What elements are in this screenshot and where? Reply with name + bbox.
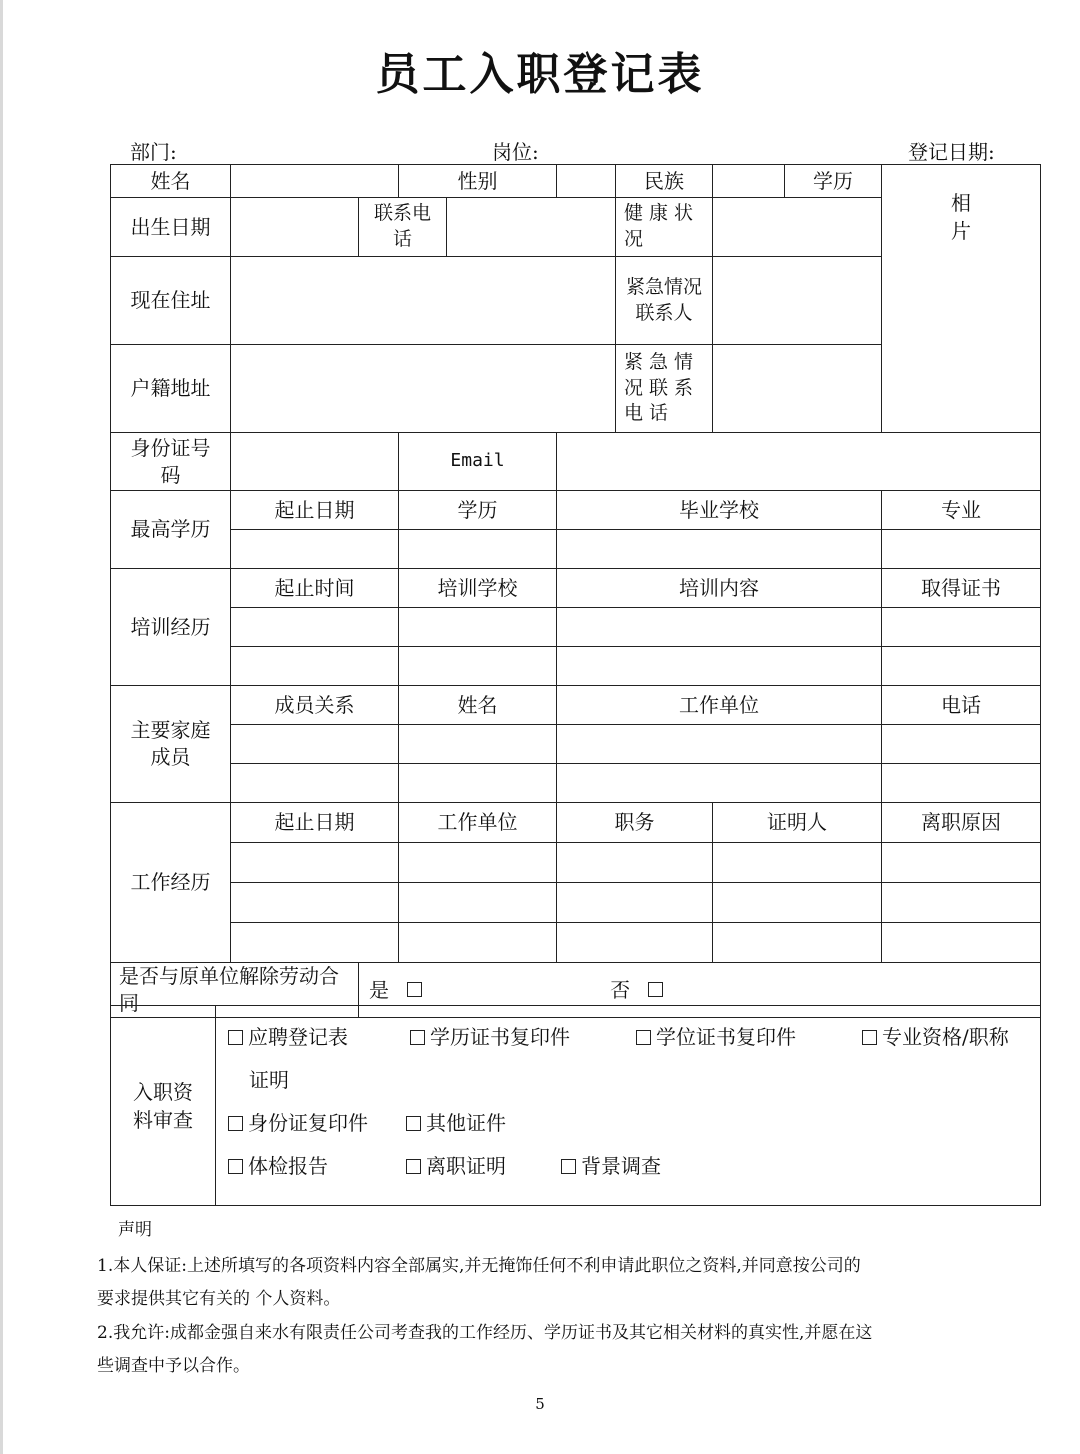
household-address-label: 户籍地址 (111, 345, 231, 433)
resignation-proof-checkbox[interactable] (406, 1159, 421, 1174)
photo-area[interactable] (882, 165, 1041, 433)
work-header-title: 职务 (557, 803, 713, 843)
position-label: 岗位: (492, 140, 539, 164)
health-field[interactable] (713, 198, 882, 257)
address-field[interactable] (231, 257, 616, 345)
id-number-label: 身份证号码 (111, 433, 231, 491)
edu-major-field[interactable] (882, 530, 1041, 569)
work-employer-field[interactable] (399, 883, 557, 923)
background-check-label: 背景调查 (581, 1154, 661, 1178)
family-phone-field[interactable] (882, 764, 1041, 803)
work-dates-field[interactable] (231, 883, 399, 923)
diploma-copy-checkbox[interactable] (410, 1030, 425, 1045)
work-header-dates: 起止日期 (231, 803, 399, 843)
education-section-label: 最高学历 (111, 491, 231, 569)
page-title: 员工入职登记表 (375, 49, 705, 100)
degree-copy-checkbox[interactable] (636, 1030, 651, 1045)
medical-report-label: 体检报告 (248, 1154, 328, 1178)
name-label: 姓名 (111, 165, 231, 198)
work-employer-field[interactable] (399, 923, 557, 963)
family-header-phone: 电话 (882, 686, 1041, 725)
training-content-field[interactable] (557, 608, 882, 647)
ethnicity-field[interactable] (713, 165, 785, 198)
edu-dates-field[interactable] (231, 530, 399, 569)
training-header-certificate: 取得证书 (882, 569, 1041, 608)
edu-header-degree: 学历 (399, 491, 557, 530)
registration-form-table (110, 164, 1041, 1018)
documents-label: 入职资料审查 (111, 1006, 216, 1206)
documents-checklist (216, 1006, 1041, 1206)
registration-date-label: 登记日期: (908, 140, 995, 164)
training-certificate-field[interactable] (882, 647, 1041, 686)
family-header-employer: 工作单位 (557, 686, 882, 725)
application-form-checkbox[interactable] (228, 1030, 243, 1045)
household-address-field[interactable] (231, 345, 616, 433)
declaration-item-2-line-2: 些调查中予以合作。 (97, 1356, 250, 1376)
application-form-label: 应聘登记表 (248, 1025, 348, 1049)
photo-label: 相片 (951, 190, 972, 243)
work-dates-field[interactable] (231, 923, 399, 963)
medical-report-checkbox[interactable] (228, 1159, 243, 1174)
training-header-time: 起止时间 (231, 569, 399, 608)
emergency-contact-label: 紧急情况联系人 (616, 257, 713, 345)
contract-no-label: 否 (610, 977, 631, 1002)
edu-header-school: 毕业学校 (557, 491, 882, 530)
work-title-field[interactable] (557, 883, 713, 923)
work-dates-field[interactable] (231, 843, 399, 883)
family-relation-field[interactable] (231, 725, 399, 764)
gender-label: 性别 (399, 165, 557, 198)
declaration-heading: 声明 (118, 1220, 152, 1240)
family-employer-field[interactable] (557, 725, 882, 764)
family-section-label: 主要家庭成员 (111, 686, 231, 803)
id-copy-checkbox[interactable] (228, 1116, 243, 1131)
edu-header-major: 专业 (882, 491, 1041, 530)
phone-label: 联系电话 (359, 198, 447, 257)
family-phone-field[interactable] (882, 725, 1041, 764)
birth-date-label: 出生日期 (111, 198, 231, 257)
work-leave-reason-field[interactable] (882, 883, 1041, 923)
training-certificate-field[interactable] (882, 608, 1041, 647)
page-edge (0, 0, 3, 1454)
training-header-content: 培训内容 (557, 569, 882, 608)
declaration-item-1-line-1: 1.本人保证:上述所填写的各项资料内容全部属实,并无掩饰任何不利申请此职位之资料,并同意按公司的 (97, 1256, 861, 1276)
edu-school-field[interactable] (557, 530, 882, 569)
training-school-field[interactable] (399, 608, 557, 647)
training-time-field[interactable] (231, 647, 399, 686)
certificate-label: 证明 (249, 1068, 289, 1092)
family-name-field[interactable] (399, 764, 557, 803)
contract-yes-label: 是 (369, 977, 389, 1002)
degree-copy-label: 学位证书复印件 (656, 1025, 796, 1049)
ethnicity-label: 民族 (616, 165, 713, 198)
page-number: 5 (535, 1395, 545, 1413)
work-leave-reason-field[interactable] (882, 923, 1041, 963)
professional-qualification-label: 专业资格/职称 (882, 1025, 1009, 1049)
training-content-field[interactable] (557, 647, 882, 686)
contract-question: 是否与原单位解除劳动合同 (111, 963, 359, 1018)
email-field[interactable] (557, 433, 1041, 491)
education-label: 学历 (785, 165, 882, 198)
work-header-employer: 工作单位 (399, 803, 557, 843)
id-copy-label: 身份证复印件 (248, 1111, 368, 1135)
family-relation-field[interactable] (231, 764, 399, 803)
department-label: 部门: (130, 140, 177, 164)
training-header-school: 培训学校 (399, 569, 557, 608)
other-certificates-label: 其他证件 (426, 1111, 506, 1135)
health-label: 健康状况 (616, 198, 713, 257)
phone-field[interactable] (447, 198, 616, 257)
resignation-proof-label: 离职证明 (426, 1154, 506, 1178)
work-header-reference: 证明人 (713, 803, 882, 843)
contract-yes-checkbox[interactable] (407, 982, 422, 997)
family-name-field[interactable] (399, 725, 557, 764)
family-header-name: 姓名 (399, 686, 557, 725)
contract-no-checkbox[interactable] (648, 982, 663, 997)
work-section-label: 工作经历 (111, 803, 231, 963)
professional-qualification-checkbox[interactable] (862, 1030, 877, 1045)
name-field[interactable] (231, 165, 399, 198)
emergency-phone-field[interactable] (713, 345, 882, 433)
work-reference-field[interactable] (713, 883, 882, 923)
other-certificates-checkbox[interactable] (406, 1116, 421, 1131)
work-title-field[interactable] (557, 923, 713, 963)
work-leave-reason-field[interactable] (882, 843, 1041, 883)
id-number-field[interactable] (231, 433, 399, 491)
training-section-label: 培训经历 (111, 569, 231, 686)
work-header-leave-reason: 离职原因 (882, 803, 1041, 843)
declaration-item-1-line-2: 要求提供其它有关的 个人资料。 (97, 1289, 341, 1309)
declaration-item-2-line-1: 2.我允许:成都金强自来水有限责任公司考查我的工作经历、学历证书及其它相关材料的真实性,并愿在这 (97, 1323, 873, 1343)
work-reference-field[interactable] (713, 843, 882, 883)
work-employer-field[interactable] (399, 843, 557, 883)
edu-header-dates: 起止日期 (231, 491, 399, 530)
family-employer-field[interactable] (557, 764, 882, 803)
address-label: 现在住址 (111, 257, 231, 345)
birth-date-field[interactable] (231, 198, 359, 257)
family-header-relation: 成员关系 (231, 686, 399, 725)
email-label: Email (399, 433, 557, 491)
training-time-field[interactable] (231, 608, 399, 647)
work-title-field[interactable] (557, 843, 713, 883)
documents-review-table (110, 1005, 1041, 1206)
emergency-contact-field[interactable] (713, 257, 882, 345)
emergency-phone-label: 紧急情况联系电话 (616, 345, 713, 433)
diploma-copy-label: 学历证书复印件 (430, 1025, 570, 1049)
work-reference-field[interactable] (713, 923, 882, 963)
training-school-field[interactable] (399, 647, 557, 686)
background-check-checkbox[interactable] (561, 1159, 576, 1174)
edu-degree-field[interactable] (399, 530, 557, 569)
gender-field[interactable] (557, 165, 616, 198)
